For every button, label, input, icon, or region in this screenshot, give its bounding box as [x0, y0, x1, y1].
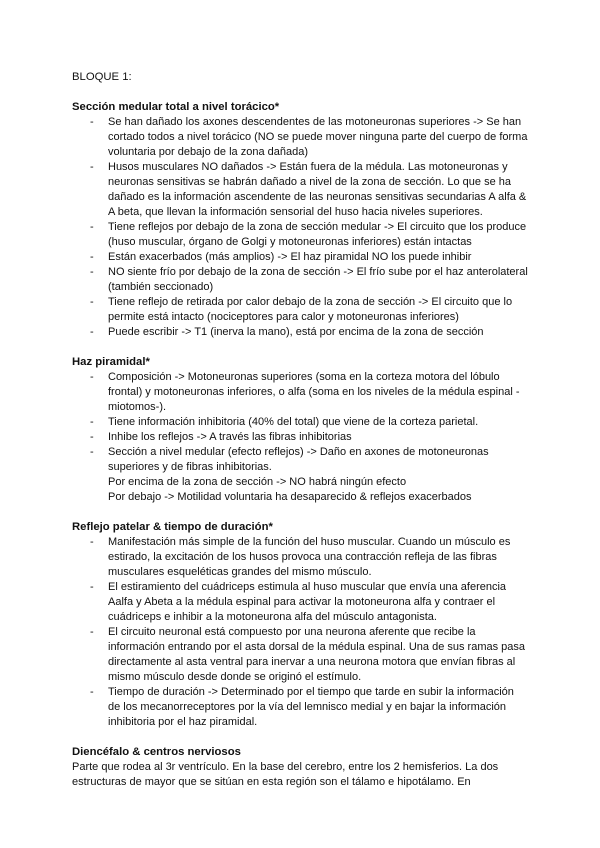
bullet-dash-icon: -: [90, 116, 94, 128]
list-item: [72, 325, 528, 340]
list-item: [72, 295, 528, 325]
bullet-dash-icon: -: [90, 296, 94, 308]
list-item: [72, 685, 528, 730]
list-item: [72, 220, 528, 250]
list-item: [72, 430, 528, 445]
list-item-text: Tiene información inhibitoria (40% del total) que viene de la corteza parietal.: [108, 416, 479, 428]
section-heading: Diencéfalo & centros nerviosos: [72, 746, 241, 758]
list-item-text: El estiramiento del cuádriceps estimula al huso muscular que envía una aferencia Aalfa y Abeta a la médula espinal para activar la motoneurona alfa y contraer el cuádriceps e inhibir a la motoneurona alfa del músculo antagonista.: [108, 581, 507, 623]
bullet-dash-icon: -: [90, 371, 94, 383]
section-reflejo-patelar: [72, 520, 528, 730]
list-item-text: Manifestación más simple de la función del huso muscular. Cuando un músculo es estirado, la excitación de los husos provoca una contracción refleja de las fibras musculares esqueléticas grandes del mismo músculo.: [108, 536, 511, 578]
list-item: [72, 445, 528, 505]
list-item-text: Husos musculares NO dañados -> Están fuera de la médula. Las motoneuronas y neuronas sensitivas se habrán dañado a nivel de la zona de sección. Lo que se ha dañado es la información ascendente de las neuronas sensitivas secundarias A alfa & A beta, que llevan la información sensorial del huso hacia niveles superiores.: [108, 161, 527, 218]
list-item: [72, 625, 528, 685]
list-item-text: Tiempo de duración -> Determinado por el tiempo que tarde en subir la información de los mecanorreceptores por la vía del lemnisco medial y en bajar la información inhibitoria por el haz piramidal.: [108, 686, 514, 728]
bullet-list: [72, 115, 528, 340]
sub-line: Por encima de la zona de sección -> NO habrá ningún efecto: [108, 476, 407, 488]
list-item: [72, 250, 528, 265]
bullet-dash-icon: -: [90, 251, 94, 263]
section-diencefalo: [72, 745, 528, 790]
bullet-dash-icon: -: [90, 446, 94, 458]
bullet-dash-icon: -: [90, 161, 94, 173]
bullet-dash-icon: -: [90, 626, 94, 638]
section-heading: Haz piramidal*: [72, 356, 150, 368]
bullet-list: [72, 370, 528, 505]
list-item-text: Sección a nivel medular (efecto reflejos) -> Daño en axones de motoneuronas superiores y de fibras inhibitorias.: [108, 446, 489, 473]
section-seccion-medular: [72, 100, 528, 340]
bullet-dash-icon: -: [90, 581, 94, 593]
list-item: [72, 370, 528, 415]
bullet-list: [72, 535, 528, 730]
bullet-dash-icon: -: [90, 221, 94, 233]
list-item-text: Inhibe los reflejos -> A través las fibras inhibitorias: [108, 431, 352, 443]
section-heading: Reflejo patelar & tiempo de duración*: [72, 521, 273, 533]
bullet-dash-icon: -: [90, 536, 94, 548]
list-item-text: Están exacerbados (más amplios) -> El haz piramidal NO los puede inhibir: [108, 251, 472, 263]
document-title: BLOQUE 1:: [72, 71, 132, 83]
list-item-text: Se han dañado los axones descendentes de las motoneuronas superiores -> Se han cortado todos a nivel torácico (NO se puede mover ninguna parte del cuerpo de forma voluntaria por debajo de la zona dañada): [108, 116, 528, 158]
bullet-dash-icon: -: [90, 431, 94, 443]
list-item: [72, 535, 528, 580]
list-item: [72, 265, 528, 295]
bullet-dash-icon: -: [90, 266, 94, 278]
list-item-text: Tiene reflejos por debajo de la zona de sección medular -> El circuito que los produce (huso muscular, órgano de Golgi y motoneuronas inferiores) están intactas: [108, 221, 527, 248]
bullet-dash-icon: -: [90, 416, 94, 428]
bullet-dash-icon: -: [90, 326, 94, 338]
section-heading: Sección medular total a nivel torácico*: [72, 101, 280, 113]
list-item-text: El circuito neuronal está compuesto por una neurona aferente que recibe la información entrando por el asta dorsal de la médula espinal. Una de sus ramas pasa directamente al asta ventral para inervar a una neurona motora que envían fibras al mismo músculo desde donde se originó el estímulo.: [108, 626, 526, 683]
list-item-text: Composición -> Motoneuronas superiores (soma en la corteza motora del lóbulo frontal) y motoneuronas inferiores, o alfa (soma en los niveles de la médula espinal -miotomos-).: [108, 371, 520, 413]
list-item: [72, 415, 528, 430]
list-item: [72, 580, 528, 625]
list-item-text: Tiene reflejo de retirada por calor debajo de la zona de sección -> El circuito que lo permite está intacto (nociceptores para calor y motoneuronas inferiores): [108, 296, 513, 323]
section-haz-piramidal: [72, 355, 528, 505]
list-item-text: Puede escribir -> T1 (inerva la mano), está por encima de la zona de sección: [108, 326, 484, 338]
bullet-dash-icon: -: [90, 686, 94, 698]
list-item: [72, 160, 528, 220]
section-paragraph: Parte que rodea al 3r ventrículo. En la base del cerebro, entre los 2 hemisferios. La dos estructuras de mayor que se sitúan en esta región son el tálamo e hipotálamo. En: [72, 761, 499, 788]
list-item: [72, 115, 528, 160]
document-page: [72, 70, 528, 790]
list-item-text: NO siente frío por debajo de la zona de sección -> El frío sube por el haz anterolateral (también seccionado): [108, 266, 528, 293]
sub-line: Por debajo -> Motilidad voluntaria ha desaparecido & reflejos exacerbados: [108, 491, 472, 503]
